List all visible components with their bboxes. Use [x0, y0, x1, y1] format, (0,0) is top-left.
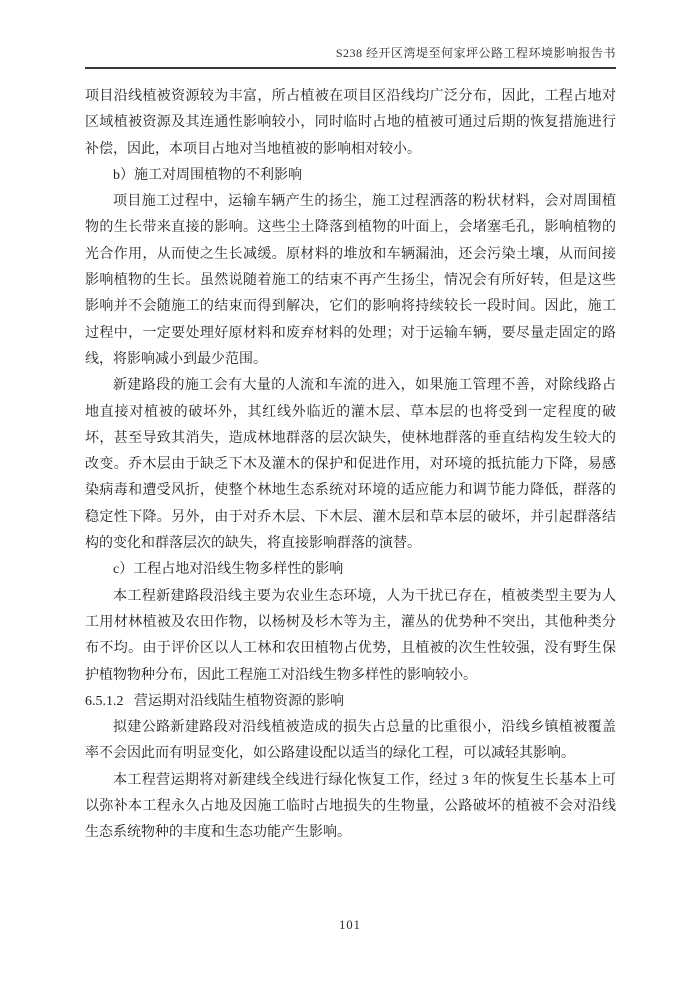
- page-header: [85, 45, 616, 77]
- paragraph-construction-dust: 项目施工过程中，运输车辆产生的扬尘，施工过程洒落的粉状材料，会对周围植物的生长带来直接的影响。这些尘土降落到植物的叶面上，会堵塞毛孔，影响植物的光合作用，从而使之生长减缓。原材料的堆放和车辆漏油，还会污染土壤，从而间接影响植物的生长。虽然说随着施工的结束不再产生扬尘，情况会有所好转，但是这些影响并不会随施工的结束而得到解决，它们的影响将持续较长一段时间。因此，施工过程中，一定要处理好原材料和废弃材料的处理；对于运输车辆，要尽量走固定的路线，将影响减小到最少范围。: [85, 194, 616, 367]
- section-title: 营运期对沿线陆生植物资源的影响: [134, 693, 344, 709]
- paragraph-greening-restoration: 本工程营运期将对新建线全线进行绿化恢复工作，经过 3 年的恢复生长基本上可以弥补本工程永久占地及因施工临时占地损失的生物量，公路破坏的植被不会对沿线生态系统物种的丰度和生态功能产生影响。: [85, 772, 616, 841]
- header-rule: [85, 67, 616, 69]
- paragraph-vegetation-impact-continued: 项目沿线植被资源较为丰富，所占植被在项目区沿线均广泛分布，因此，工程占地对区域植被资源及其连通性影响较小，同时临时占地的植被可通过后期的恢复措施进行补偿，因此，本项目占地对当地植被的影响相对较小。: [85, 89, 616, 157]
- subheading-c-biodiversity-impact: c）工程占地对沿线生物多样性的影响: [113, 562, 344, 578]
- document-body: [85, 84, 616, 847]
- section-number: 6.5.1.2: [85, 693, 124, 709]
- page-number: 101: [339, 918, 361, 932]
- paragraph-operation-period-loss: 拟建公路新建路段对沿线植被造成的损失占总量的比重很小，沿线乡镇植被覆盖率不会因此而有明显变化，如公路建设配以适当的绿化工程，可以减轻其影响。: [85, 720, 616, 762]
- report-title: S238 经开区湾堤至何家坪公路工程环境影响报告书: [335, 46, 616, 60]
- subheading-b-construction-impact: b）施工对周围植物的不利影响: [113, 167, 302, 183]
- paragraph-new-road-construction: 新建路段的施工会有大量的人流和车流的进入，如果施工管理不善，对除线路占地直接对植被的破坏外，其红线外临近的灌木层、草本层的也将受到一定程度的破坏，甚至导致其消失，造成林地群落的层次缺失，使林地群落的垂直结构发生较大的改变。乔木层由于缺乏下木及灌木的保护和促进作用，对环境的抵抗能力下降，易感染病毒和遭受风折，使整个林地生态系统对环境的适应能力和调节能力降低，群落的稳定性下降。另外，由于对乔木层、下木层、灌木层和草本层的破坏，并引起群落结构的变化和群落层次的缺失，将直接影响群落的演替。: [85, 378, 616, 552]
- paragraph-biodiversity-analysis: 本工程新建路段沿线主要为农业生态环境，人为干扰已存在，植被类型主要为人工用材林植被及农田作物，以杨树及杉木等为主，灌丛的优势种不突出，其他种类分布不均。由于评价区以人工林和农田植物占优势，且植被的次生性较强，没有野生保护植物物种分布，因此工程施工对沿线生物多样性的影响较小。: [85, 588, 616, 683]
- page-footer: [0, 916, 700, 934]
- section-heading-6512: [85, 689, 616, 715]
